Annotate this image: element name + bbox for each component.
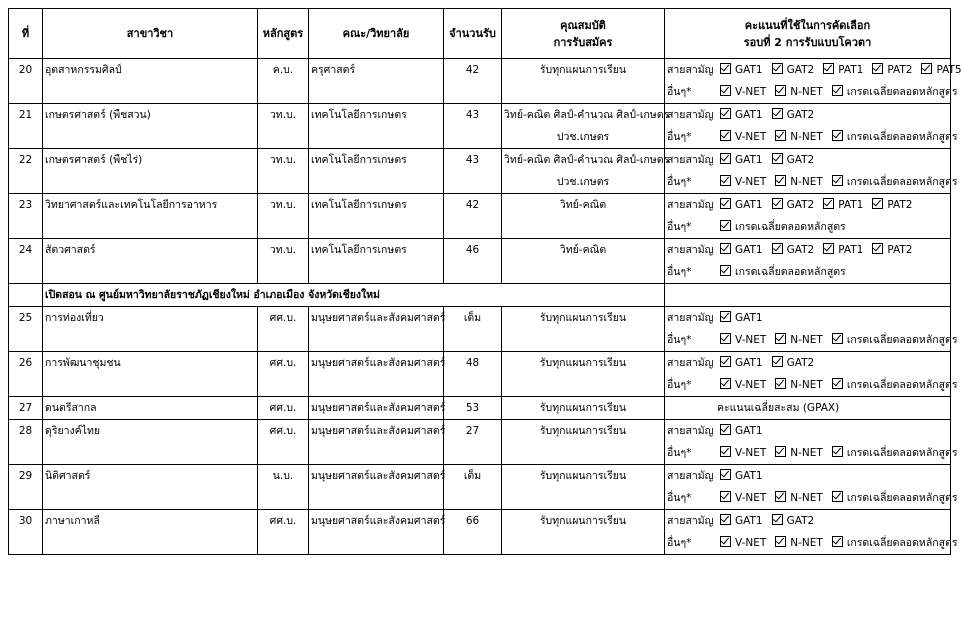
cell-no: 30 <box>9 510 43 555</box>
checkbox-checked-icon <box>832 446 843 457</box>
checkbox-checked-icon <box>775 378 786 389</box>
score-item: N-NET <box>790 492 823 504</box>
col-header-qualification <box>502 9 665 59</box>
checkbox-checked-icon <box>772 356 783 367</box>
cell-major: การท่องเที่ยว <box>43 307 258 352</box>
score-item: PAT1 <box>838 244 864 256</box>
cell-curriculum: วท.บ. <box>258 104 309 149</box>
score-item: PAT2 <box>887 244 913 256</box>
score-item: V-NET <box>735 447 767 459</box>
score-item: เกรดเฉลี่ยตลอดหลักสูตร <box>846 537 958 549</box>
checkbox-checked-icon <box>720 175 731 186</box>
cell-no: 29 <box>9 465 43 510</box>
cell-no: 22 <box>9 149 43 194</box>
cell-seats: 42 <box>444 194 502 239</box>
checkbox-checked-icon <box>823 198 834 209</box>
cell-curriculum: วท.บ. <box>258 149 309 194</box>
score-item: GAT2 <box>786 515 815 527</box>
general-track-line <box>667 59 962 81</box>
other-track-label: อื่นๆ* <box>667 266 692 278</box>
cell-qualification <box>502 420 665 465</box>
score-item: GAT2 <box>786 244 815 256</box>
section-title: เปิดสอน ณ ศูนย์มหาวิทยาลัยราชภัฏเชียงใหม่ อำเภอเมือง จังหวัดเชียงใหม่ <box>43 284 665 307</box>
col-header-seats: จำนวนรับ <box>444 9 502 59</box>
col-header-faculty: คณะ/วิทยาลัย <box>309 9 444 59</box>
col-header-scores <box>665 9 951 59</box>
cell-seats: 66 <box>444 510 502 555</box>
other-track-label: อื่นๆ* <box>667 221 692 233</box>
checkbox-checked-icon <box>720 220 731 231</box>
general-track-line <box>667 420 948 442</box>
score-item: PAT1 <box>838 64 864 76</box>
table-row <box>9 307 951 352</box>
other-track-label: อื่นๆ* <box>667 176 692 188</box>
score-item: GAT1 <box>735 64 763 76</box>
section-no-cell <box>9 284 43 307</box>
other-track-line <box>667 81 958 103</box>
cell-no: 23 <box>9 194 43 239</box>
cell-seats: 42 <box>444 59 502 104</box>
cell-curriculum: ค.บ. <box>258 59 309 104</box>
qualification-line: รับทุกแผนการเรียน <box>539 357 627 369</box>
table-row <box>9 352 951 397</box>
checkbox-checked-icon <box>832 85 843 96</box>
other-track-line <box>667 216 948 238</box>
table-row <box>9 149 951 194</box>
score-item: N-NET <box>790 379 823 391</box>
checkbox-checked-icon <box>720 378 731 389</box>
score-item: V-NET <box>735 176 767 188</box>
score-item: เกรดเฉลี่ยตลอดหลักสูตร <box>846 176 958 188</box>
checkbox-checked-icon <box>872 243 883 254</box>
other-track-line <box>667 329 958 351</box>
score-item: V-NET <box>735 131 767 143</box>
checkbox-checked-icon <box>772 243 783 254</box>
score-item: เกรดเฉลี่ยตลอดหลักสูตร <box>846 379 958 391</box>
general-track-line <box>667 352 948 374</box>
checkbox-checked-icon <box>720 311 731 322</box>
general-track-label: สายสามัญ <box>667 515 714 527</box>
col-header-curriculum: หลักสูตร <box>258 9 309 59</box>
table-row <box>9 397 951 420</box>
other-track-line <box>667 442 958 464</box>
cell-faculty: เทคโนโลยีการเกษตร <box>309 239 444 284</box>
qualification-header-line2: การรับสมัคร <box>553 35 613 49</box>
cell-scores <box>665 104 958 149</box>
cell-major: อุตสาหกรรมศิลป์ <box>43 59 258 104</box>
qualification-line: ปวช.เกษตร <box>556 176 610 188</box>
cell-major: วิทยาศาสตร์และเทคโนโลยีการอาหาร <box>43 194 258 239</box>
checkbox-checked-icon <box>720 243 731 254</box>
scores-header-line2: รอบที่ 2 การรับแบบโควตา <box>743 35 872 49</box>
other-track-label: อื่นๆ* <box>667 447 692 459</box>
cell-qualification <box>502 397 665 420</box>
cell-no: 25 <box>9 307 43 352</box>
cell-curriculum: วท.บ. <box>258 194 309 239</box>
checkbox-checked-icon <box>921 63 932 74</box>
checkbox-checked-icon <box>832 333 843 344</box>
score-item: เกรดเฉลี่ยตลอดหลักสูตร <box>846 447 958 459</box>
cell-scores <box>665 194 951 239</box>
section-score-cell <box>665 284 951 307</box>
cell-curriculum: ศศ.บ. <box>258 510 309 555</box>
score-item: N-NET <box>790 86 823 98</box>
checkbox-checked-icon <box>720 536 731 547</box>
cell-major: เกษตรศาสตร์ (พืชสวน) <box>43 104 258 149</box>
score-item: V-NET <box>735 492 767 504</box>
checkbox-checked-icon <box>720 469 731 480</box>
cell-no: 21 <box>9 104 43 149</box>
score-item: N-NET <box>790 176 823 188</box>
checkbox-checked-icon <box>775 130 786 141</box>
score-item: GAT2 <box>786 199 815 211</box>
other-track-line <box>667 171 958 193</box>
cell-no: 24 <box>9 239 43 284</box>
checkbox-checked-icon <box>720 514 731 525</box>
score-item: GAT1 <box>735 470 763 482</box>
score-item: PAT5 <box>936 64 962 76</box>
cell-curriculum: ศศ.บ. <box>258 420 309 465</box>
general-track-line <box>667 239 948 261</box>
cell-scores <box>665 465 958 510</box>
checkbox-checked-icon <box>872 198 883 209</box>
cell-scores <box>665 239 951 284</box>
score-item: PAT2 <box>887 64 913 76</box>
general-track-label: สายสามัญ <box>667 470 714 482</box>
cell-faculty: มนุษยศาสตร์และสังคมศาสตร์ <box>309 465 444 510</box>
other-track-label: อื่นๆ* <box>667 492 692 504</box>
cell-qualification <box>502 59 665 104</box>
qualification-line: รับทุกแผนการเรียน <box>539 312 627 324</box>
other-track-label: อื่นๆ* <box>667 334 692 346</box>
score-item: V-NET <box>735 537 767 549</box>
cell-qualification <box>502 352 665 397</box>
general-track-line <box>667 194 948 216</box>
score-item: V-NET <box>735 334 767 346</box>
cell-qualification <box>502 149 670 194</box>
other-track-line <box>667 487 958 509</box>
cell-major: ดนตรีสากล <box>43 397 258 420</box>
score-item: PAT1 <box>838 199 864 211</box>
checkbox-checked-icon <box>772 514 783 525</box>
cell-qualification <box>502 194 665 239</box>
checkbox-checked-icon <box>823 243 834 254</box>
gpax-text: คะแนนเฉลี่ยสะสม (GPAX) <box>717 402 840 414</box>
checkbox-checked-icon <box>832 175 843 186</box>
other-track-line <box>667 261 948 283</box>
score-item: GAT1 <box>735 357 763 369</box>
col-header-no: ที่ <box>9 9 43 59</box>
score-item: GAT1 <box>735 515 763 527</box>
cell-curriculum: ศศ.บ. <box>258 397 309 420</box>
table-body <box>9 59 962 555</box>
cell-no: 26 <box>9 352 43 397</box>
score-item: เกรดเฉลี่ยตลอดหลักสูตร <box>735 266 846 278</box>
cell-faculty: เทคโนโลยีการเกษตร <box>309 149 444 194</box>
qualification-line: รับทุกแผนการเรียน <box>539 64 627 76</box>
other-track-label: อื่นๆ* <box>667 379 692 391</box>
general-track-label: สายสามัญ <box>667 199 714 211</box>
score-item: N-NET <box>790 447 823 459</box>
cell-qualification <box>502 465 665 510</box>
score-item: GAT2 <box>786 154 815 166</box>
cell-seats: เต็ม <box>444 307 502 352</box>
checkbox-checked-icon <box>772 108 783 119</box>
cell-curriculum: ศศ.บ. <box>258 352 309 397</box>
general-track-line <box>667 510 948 532</box>
other-track-line <box>667 374 958 396</box>
cell-faculty: เทคโนโลยีการเกษตร <box>309 104 444 149</box>
table-row <box>9 239 951 284</box>
cell-seats: 48 <box>444 352 502 397</box>
score-item: เกรดเฉลี่ยตลอดหลักสูตร <box>735 221 846 233</box>
cell-qualification <box>502 239 665 284</box>
checkbox-checked-icon <box>872 63 883 74</box>
general-track-label: สายสามัญ <box>667 357 714 369</box>
checkbox-checked-icon <box>832 378 843 389</box>
checkbox-checked-icon <box>832 491 843 502</box>
qualification-line: รับทุกแผนการเรียน <box>539 515 627 527</box>
cell-faculty: มนุษยศาสตร์และสังคมศาสตร์ <box>309 307 444 352</box>
cell-qualification <box>502 307 665 352</box>
checkbox-checked-icon <box>772 153 783 164</box>
general-track-line <box>667 149 948 171</box>
other-track-line <box>667 532 958 554</box>
checkbox-checked-icon <box>720 63 731 74</box>
general-track-label: สายสามัญ <box>667 425 714 437</box>
score-item: N-NET <box>790 537 823 549</box>
table-row <box>9 420 951 465</box>
score-item: GAT2 <box>786 64 815 76</box>
checkbox-checked-icon <box>720 85 731 96</box>
score-item: V-NET <box>735 379 767 391</box>
cell-scores <box>665 307 958 352</box>
section-row <box>9 284 951 307</box>
checkbox-checked-icon <box>720 491 731 502</box>
header-row <box>9 9 951 59</box>
checkbox-checked-icon <box>832 536 843 547</box>
checkbox-checked-icon <box>720 446 731 457</box>
general-track-line <box>667 307 948 329</box>
cell-scores <box>665 149 958 194</box>
score-item: เกรดเฉลี่ยตลอดหลักสูตร <box>846 131 958 143</box>
cell-major: นิติศาสตร์ <box>43 465 258 510</box>
cell-major: เกษตรศาสตร์ (พืชไร่) <box>43 149 258 194</box>
table-row <box>9 104 951 149</box>
score-item: GAT1 <box>735 244 763 256</box>
checkbox-checked-icon <box>823 63 834 74</box>
cell-faculty: มนุษยศาสตร์และสังคมศาสตร์ <box>309 352 444 397</box>
score-item: GAT1 <box>735 199 763 211</box>
qualification-header-line1: คุณสมบัติ <box>560 18 606 32</box>
table-row <box>9 465 951 510</box>
other-track-label: อื่นๆ* <box>667 86 692 98</box>
checkbox-checked-icon <box>720 198 731 209</box>
checkbox-checked-icon <box>772 198 783 209</box>
score-item: เกรดเฉลี่ยตลอดหลักสูตร <box>846 492 958 504</box>
cell-seats: 43 <box>444 104 502 149</box>
general-track-label: สายสามัญ <box>667 64 714 76</box>
cell-seats: 46 <box>444 239 502 284</box>
cell-scores <box>665 420 958 465</box>
general-track-label: สายสามัญ <box>667 312 714 324</box>
general-track-line <box>667 104 948 126</box>
score-item: GAT1 <box>735 312 763 324</box>
table-row <box>9 510 951 555</box>
general-track-line <box>667 465 948 487</box>
cell-no: 28 <box>9 420 43 465</box>
cell-curriculum: น.บ. <box>258 465 309 510</box>
cell-scores <box>665 352 958 397</box>
cell-seats: 27 <box>444 420 502 465</box>
other-track-label: อื่นๆ* <box>667 537 692 549</box>
cell-seats: เต็ม <box>444 465 502 510</box>
general-track-label: สายสามัญ <box>667 109 714 121</box>
table-row <box>9 59 951 104</box>
cell-scores <box>665 59 962 104</box>
qualification-line: รับทุกแผนการเรียน <box>539 470 627 482</box>
table-row <box>9 194 951 239</box>
cell-no: 20 <box>9 59 43 104</box>
checkbox-checked-icon <box>720 130 731 141</box>
cell-major: สัตวศาสตร์ <box>43 239 258 284</box>
col-header-major: สาขาวิชา <box>43 9 258 59</box>
checkbox-checked-icon <box>720 108 731 119</box>
cell-faculty: มนุษยศาสตร์และสังคมศาสตร์ <box>309 510 444 555</box>
admission-table <box>8 8 962 555</box>
cell-curriculum: วท.บ. <box>258 239 309 284</box>
qualification-line: วิทย์-คณิต ศิลป์-คำนวณ ศิลป์-เกษตร <box>504 109 670 121</box>
checkbox-checked-icon <box>775 333 786 344</box>
cell-no: 27 <box>9 397 43 420</box>
qualification-line: รับทุกแผนการเรียน <box>539 402 627 414</box>
score-item: V-NET <box>735 86 767 98</box>
cell-seats: 43 <box>444 149 502 194</box>
score-item: เกรดเฉลี่ยตลอดหลักสูตร <box>846 334 958 346</box>
score-item: GAT1 <box>735 109 763 121</box>
checkbox-checked-icon <box>772 63 783 74</box>
score-item: PAT2 <box>887 199 913 211</box>
qualification-line: รับทุกแผนการเรียน <box>539 425 627 437</box>
qualification-line: วิทย์-คณิต <box>559 199 607 211</box>
general-track-label: สายสามัญ <box>667 244 714 256</box>
other-track-line <box>667 126 958 148</box>
scores-header-line1: คะแนนที่ใช้ในการคัดเลือก <box>744 18 871 32</box>
score-item: เกรดเฉลี่ยตลอดหลักสูตร <box>846 86 958 98</box>
checkbox-checked-icon <box>720 153 731 164</box>
score-item: GAT1 <box>735 425 763 437</box>
cell-scores <box>665 397 951 420</box>
checkbox-checked-icon <box>775 446 786 457</box>
checkbox-checked-icon <box>832 130 843 141</box>
checkbox-checked-icon <box>775 491 786 502</box>
checkbox-checked-icon <box>720 356 731 367</box>
score-item: N-NET <box>790 131 823 143</box>
cell-seats: 53 <box>444 397 502 420</box>
checkbox-checked-icon <box>720 265 731 276</box>
cell-major: การพัฒนาชุมชน <box>43 352 258 397</box>
cell-qualification <box>502 510 665 555</box>
cell-major: ดุริยางค์ไทย <box>43 420 258 465</box>
cell-faculty: เทคโนโลยีการเกษตร <box>309 194 444 239</box>
other-track-label: อื่นๆ* <box>667 131 692 143</box>
general-track-label: สายสามัญ <box>667 154 714 166</box>
checkbox-checked-icon <box>720 333 731 344</box>
cell-scores <box>665 510 958 555</box>
score-item: N-NET <box>790 334 823 346</box>
cell-major: ภาษาเกาหลี <box>43 510 258 555</box>
qualification-line: ปวช.เกษตร <box>556 131 610 143</box>
checkbox-checked-icon <box>775 175 786 186</box>
checkbox-checked-icon <box>775 536 786 547</box>
score-item: GAT2 <box>786 357 815 369</box>
checkbox-checked-icon <box>720 424 731 435</box>
cell-qualification <box>502 104 670 149</box>
qualification-line: วิทย์-คณิต <box>559 244 607 256</box>
cell-faculty: มนุษยศาสตร์และสังคมศาสตร์ <box>309 420 444 465</box>
cell-faculty: มนุษยศาสตร์และสังคมศาสตร์ <box>309 397 444 420</box>
score-item: GAT1 <box>735 154 763 166</box>
score-item: GAT2 <box>786 109 815 121</box>
cell-faculty: ครุศาสตร์ <box>309 59 444 104</box>
checkbox-checked-icon <box>775 85 786 96</box>
qualification-line: วิทย์-คณิต ศิลป์-คำนวณ ศิลป์-เกษตร <box>504 154 670 166</box>
cell-curriculum: ศศ.บ. <box>258 307 309 352</box>
